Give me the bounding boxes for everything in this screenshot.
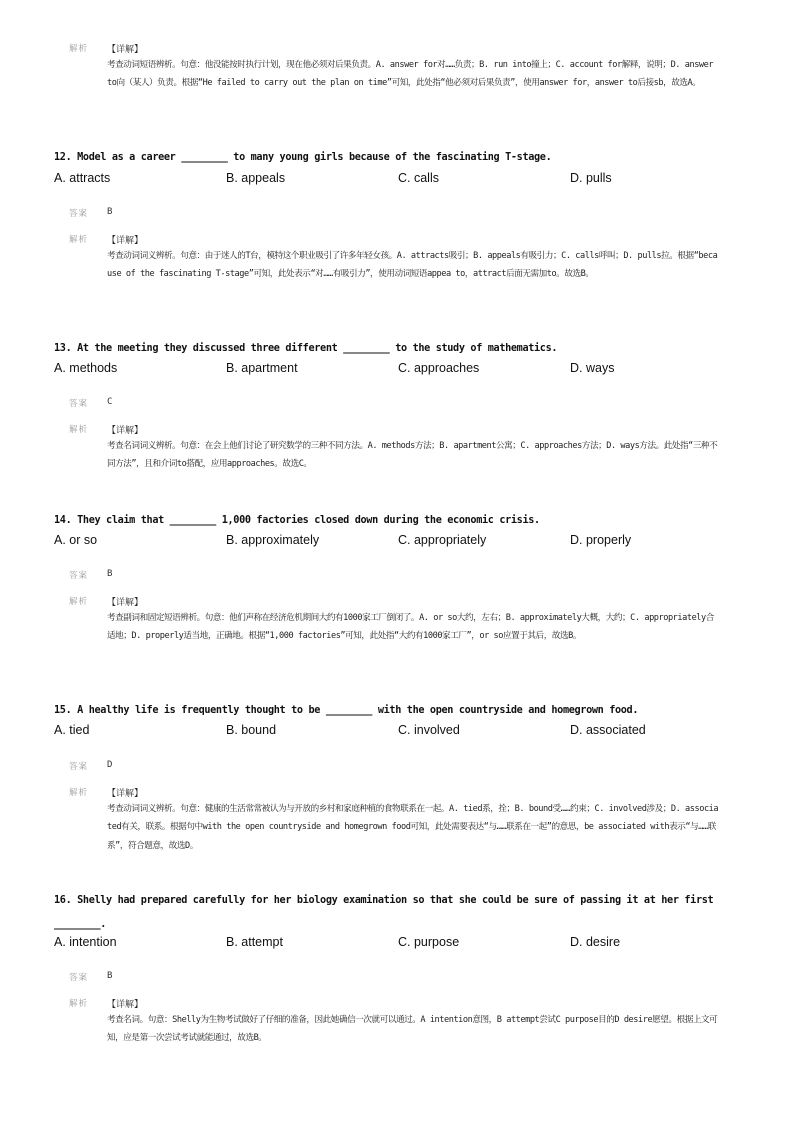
detail-heading: 【详解】 — [107, 598, 144, 608]
detail-heading: 【详解】 — [107, 45, 144, 55]
option-a: A. methods — [54, 361, 118, 375]
question-14-explanation: 考查副词和固定短语辨析。句意：他们声称在经济危机期间大约有1000家工厂倒闭了。A. or so大约，左右；B. approximately大概，大约；C. appropriately合适地；D. properly适当地，正确地。根据“1,000 factories”可知，此处指“大约有1000家工厂”，or so应置于其后，故选B。 — [107, 613, 714, 642]
option-b: B. approximately — [226, 533, 320, 547]
option-d: D. associated — [570, 723, 646, 737]
question-12-options — [54, 171, 754, 189]
analysis-label: 解析 — [69, 235, 89, 245]
analysis-label: 解析 — [69, 425, 89, 435]
option-b: B. bound — [226, 723, 277, 737]
option-b: B. attempt — [226, 935, 283, 949]
answer-label: 答案 — [69, 571, 89, 581]
analysis-label: 解析 — [69, 44, 89, 54]
option-c: C. appropriately — [398, 533, 487, 547]
option-c: C. involved — [398, 723, 460, 737]
option-b: B. appeals — [226, 171, 286, 185]
option-c: C. approaches — [398, 361, 480, 375]
option-d: D. desire — [570, 935, 621, 949]
detail-heading: 【详解】 — [107, 236, 144, 246]
answer-value: D — [107, 760, 113, 770]
question-13-stem: 13. At the meeting they discussed three different ________ to the study of mathematics. — [54, 343, 558, 354]
question-16-stem: 16. Shelly had prepared carefully for her biology examination so that she could be sure of passing it at her first ________. — [54, 895, 714, 930]
option-d: D. ways — [570, 361, 615, 375]
option-a: A. or so — [54, 533, 98, 547]
question-16-explanation: 考查名词。句意：Shelly为生物考试做好了仔细的准备，因此她确信一次就可以通过。A intention意图，B attempt尝试C purpose目的D desire愿望。根据上文可知，应是第一次尝试考试就能通过，故选B。 — [107, 1015, 718, 1044]
question-14-options — [54, 533, 754, 551]
question-16-options — [54, 935, 754, 953]
analysis-label: 解析 — [69, 999, 89, 1009]
question-15-stem: 15. A healthy life is frequently thought to be ________ with the open countryside and homegrown food. — [54, 705, 639, 716]
option-c: C. purpose — [398, 935, 460, 949]
detail-heading: 【详解】 — [107, 789, 144, 799]
option-b: B. apartment — [226, 361, 298, 375]
option-d: D. properly — [570, 533, 632, 547]
question-12-stem: 12. Model as a career ________ to many young girls because of the fascinating T-stage. — [54, 152, 552, 163]
option-a: A. attracts — [54, 171, 111, 185]
analysis-label: 解析 — [69, 597, 89, 607]
answer-value: B — [107, 569, 113, 579]
detail-heading: 【详解】 — [107, 426, 144, 436]
answer-label: 答案 — [69, 209, 89, 219]
detail-heading: 【详解】 — [107, 1000, 144, 1010]
question-15-options — [54, 723, 754, 741]
answer-label: 答案 — [69, 762, 89, 772]
question-13-explanation: 考查名词词义辨析。句意：在会上他们讨论了研究数学的三种不同方法。A. methods方法；B. apartment公寓；C. approaches方法；D. ways方法。此处指“三种不同方法”，且和介词to搭配，应用approaches。故选C。 — [107, 441, 718, 470]
option-a: A. intention — [54, 935, 117, 949]
analysis-label: 解析 — [69, 788, 89, 798]
option-a: A. tied — [54, 723, 90, 737]
question-13-options — [54, 361, 754, 379]
option-c: C. calls — [398, 171, 439, 185]
answer-value: B — [107, 971, 113, 981]
question-14-stem: 14. They claim that ________ 1,000 factories closed down during the economic crisis. — [54, 515, 540, 526]
answer-label: 答案 — [69, 973, 89, 983]
answer-label: 答案 — [69, 399, 89, 409]
answer-value: C — [107, 397, 113, 407]
q11-explanation: 考查动词短语辨析。句意：他没能按时执行计划，现在他必须对后果负责。A. answer for对……负责；B. run into撞上；C. account for解释，说明；D. answer to向（某人）负责。根据“He failed to carry out the plan on time”可知，此处指“他必须对后果负责”，使用answer for，answer to后接sb，故选A。 — [107, 60, 714, 89]
question-12-explanation: 考查动词词义辨析。句意：由于迷人的T台，模特这个职业吸引了许多年轻女孩。A. attracts吸引；B. appeals有吸引力；C. calls呼叫；D. pulls拉。根据“because of the fascinating T-stage”可知，此处表示“对……有吸引力”，使用动词短语appea to，attract后面无需加to。故选B。 — [107, 251, 718, 280]
option-d: D. pulls — [570, 171, 612, 185]
answer-value: B — [107, 207, 113, 217]
question-15-explanation: 考查动词词义辨析。句意：健康的生活常常被认为与开放的乡村和家庭种植的食物联系在一起。A. tied系，拴；B. bound受……约束；C. involved涉及；D. associated有关，联系。根据句中with the open countryside and homegrown food可知，此处需要表达“与……联系在一起”的意思，be associated with表示“与……联系”，符合题意，故选D。 — [107, 804, 719, 851]
